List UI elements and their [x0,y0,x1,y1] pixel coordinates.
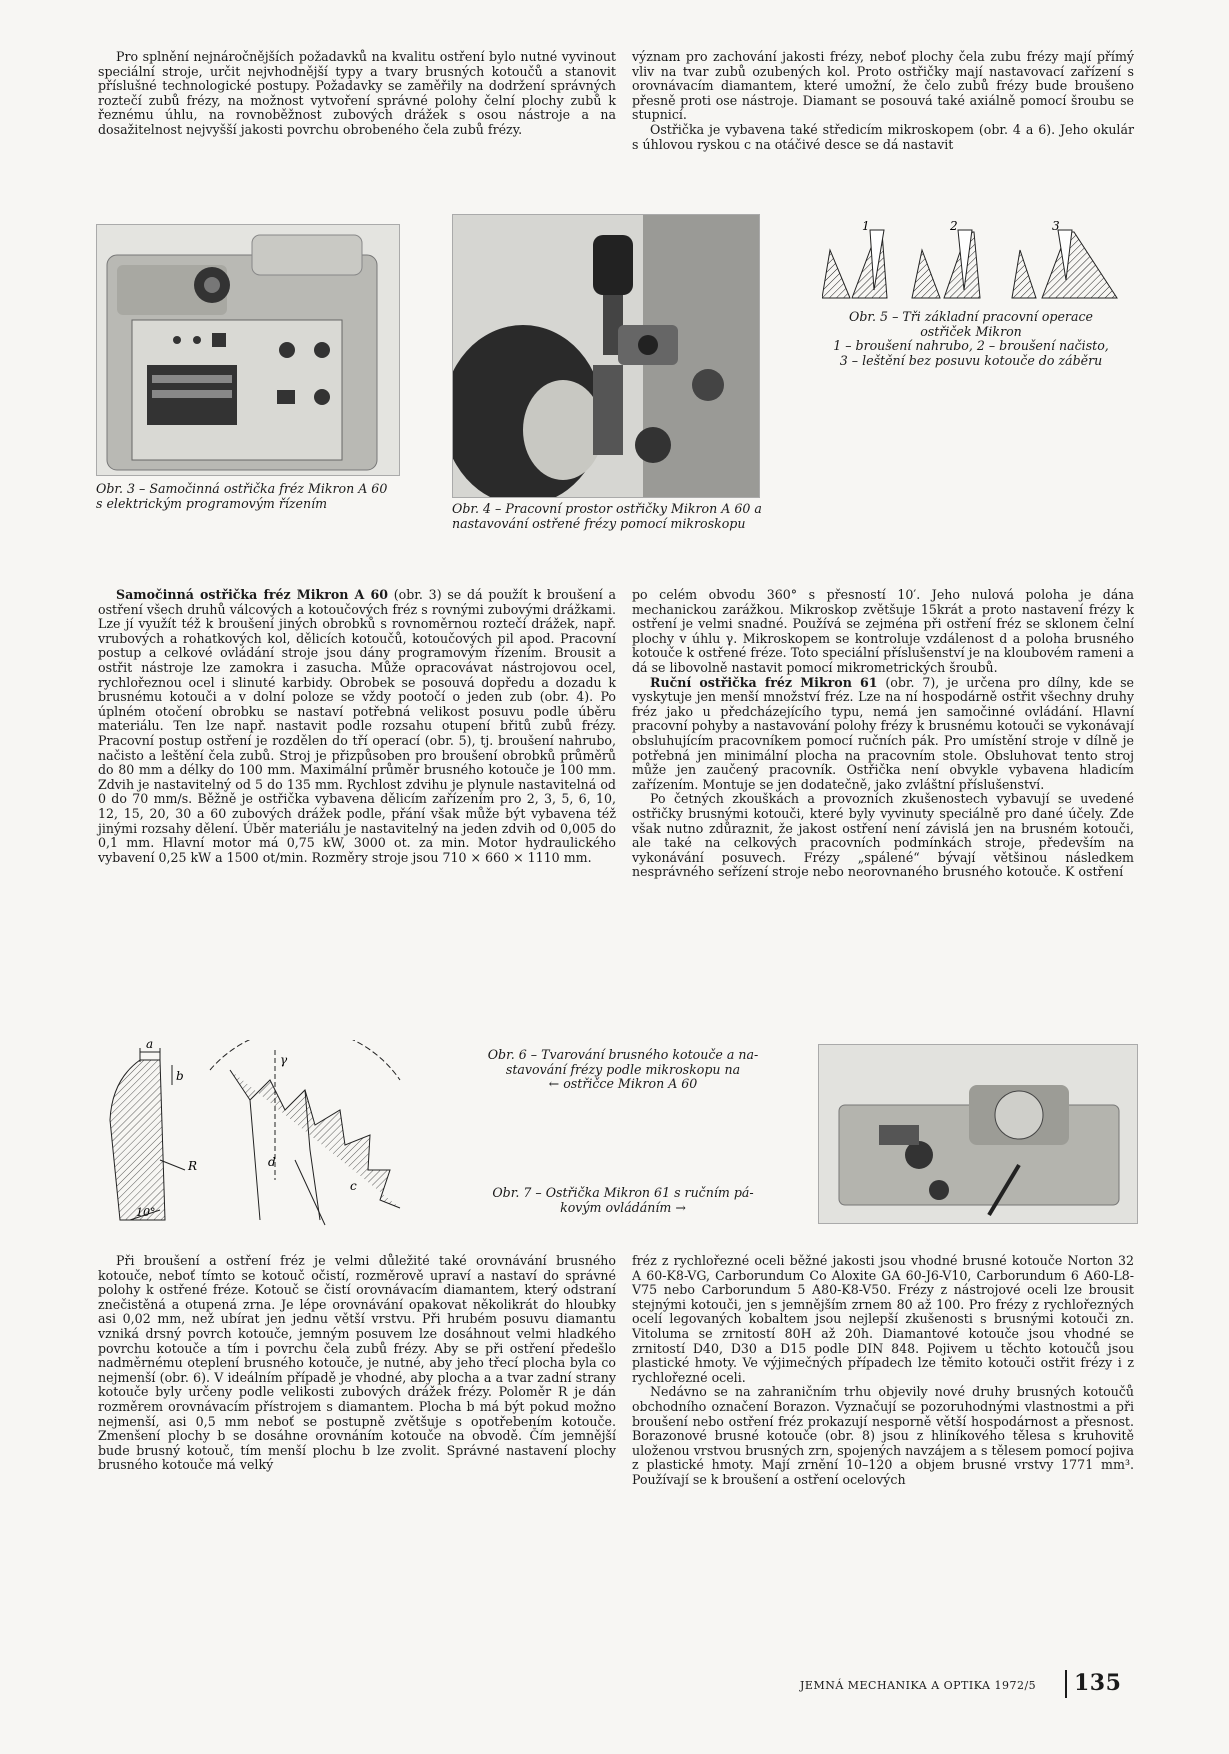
mid-right-p2-body: (obr. 7), je určena pro dílny, kde se vyskytuje jen menší množství fréz. Lze na ní hospodárně ostřit všechny druhy fréz jako u předcházejícího typu, nemá jen samočinné ovládání. Hlavní pracovní pohyby a nastavování polohy frézy k brusnému kotouči se vykonávají obsluhujícím pracovníkem pomocí ručních pák. Pro umístění stroje v dílně je potřebná jen minimální plocha na pracovním stole. Obsluhovat tento stroj může jen zaučený pracovník. Ostřička není obvykle vybavena hladicím zařízením. Montuje se jen dodatečně, jako zvláštní příslušenství. [632,674,1134,792]
fig6-label-gamma: γ [280,1053,288,1067]
bottom-right-p1: fréz z rychlořezné oceli běžné jakosti jsou vhodné brusné kotouče Norton 32 A 60-K8-VG, Carborundum Co Aloxite GA 60-J6-V10, Carborundum 6 A60-L8-V75 nebo Carborundum 5 A80-K8-V50. Frézy z nástrojové oceli lze brousit stejnými kotouči, jen s jemnějším zrnem 80 až 100. Pro frézy z rychlořezných ocelí legovaných kobaltem jsou nejlepší zkušenosti s brusnými kotouči zn. Vitoluma se zrnitostí 80H až 20h. Diamantové kotouče jsou vhodné se zrnitostí D40, D30 a D15 podle DIN 848. Pojivem u těchto kotoučů jsou plastické hmoty. Ve výjimečných případech lze těmito kotouči ostřit frézy i z rychlořezné oceli. [632,1253,1134,1385]
fig6-label-d: d [268,1155,276,1169]
fig3-photo [96,224,400,476]
fig5-op2 [912,230,980,298]
fig6-diagram [100,1040,440,1230]
fig5-label-3: 3 [1052,220,1060,233]
fig7-photo [818,1044,1138,1224]
footer-separator [1065,1670,1067,1698]
fig5-diagram [822,220,1122,302]
mid-right-paragraphs [632,588,1134,880]
fig5-label-2: 2 [950,220,958,233]
fig3-caption: Obr. 3 – Samočinná ostřička fréz Mikron A 60 s elektrickým programovým řízením [96,481,388,511]
bottom-right-p2: Nedávno se na zahraničním trhu objevily nové druhy brusných kotoučů obchodního označení Borazon. Vyznačují se pozoruhodnými vlastnostmi a při broušení nebo ostření fréz prokazují nesporně větší hospodárnost a přesnost. Borazonové brusné kotouče (obr. 8) jsou z hliníkového tělesa s kruhovitě uloženou vrstvou brusných zrn, spojených navzájem a s tělesem pomocí pojiva z plastické hmoty. Mají zrnění 10–120 a objem brusné vrstvy 1771 mm³. Používají se k broušení a ostření ocelových [632,1384,1134,1487]
mid-left-paragraph [98,588,616,865]
fig6-caption: Obr. 6 – Tvarování brusného kotouče a na- stavování frézy podle mikroskopu na ← ostřičce Mikron A 60 [487,1047,759,1092]
fig4-caption: Obr. 4 – Pracovní prostor ostřičky Mikron A 60 a nastavování ostřené frézy pomocí mikroskopu [452,501,762,531]
fig5-caption: Obr. 5 – Tři základní pracovní operace ostřiček Mikron 1 – broušení nahrubo, 2 – broušení načisto, 3 – leštění bez posuvu kotouče do záběru [833,309,1109,368]
fig5-label-1: 1 [862,220,870,233]
mid-right-p2-lead: Ruční ostřička fréz Mikron 61 [650,674,878,690]
bottom-left-paragraph: Při broušení a ostření fréz je velmi důležité také orovnávání brusného kotouče, neboť tímto se kotouč očistí, rozměrově upraví a nastaví do správné polohy k ostřené fréze. Kotouč se čistí orovnávacím diamantem, který odstraní znečistěná a otupená zrna. Je lépe orovnávání opakovat několikrát do hloubky asi 0,02 mm, než ubírat jen jednu větší vrstvu. Při hrubém posuvu diamantu vzniká drsný povrch kotouče, jemným posuvem lze dosáhnout velmi hladkého povrchu kotouče a tím i povrchu čela zubů frézy. Aby se při ostření předešlo nadměrnému oteplení brusného kotouče, je nutné, aby jeho třecí plocha byla co nejmenší (obr. 6). V ideálním případě je vhodné, aby plocha a a tvar zadní strany kotouče byly určeny podle velikosti zubových drážek frézy. Poloměr R je dán rozměrem orovnávacím přístrojem s diamantem. Plocha b má být pokud možno nejmenší, asi 0,5 mm neboť se postupně zvětšuje s opotřebením kotouče. Zmenšení plochy b se dosáhne orovnáním kotouče na obvodě. Čím jemnější bude brusný kotouč, tím menší plochu b lze zvolit. Správné nastavení plochy brusného kotouče má velký [98,1253,616,1473]
top-right-paragraphs [632,50,1134,152]
mid-right-p1: po celém obvodu 360° s přesností 10′. Jeho nulová poloha je dána mechanickou zarážkou. Mikroskop zvětšuje 15krát a proto nastavení frézy k ostření je velmi snadné. Používá se zejména při ostření fréz se sklonem čelní plochy v úhlu γ. Mikroskopem se kontroluje vzdálenost d a poloha brusného kotouče k ostřené fréze. Toto speciální příslušenství je na kloubovém rameni a dá se libovolně nastavit pomocí mikrometrických šroubů. [632,587,1134,675]
journal-name: JEMNÁ MECHANIKA A OPTIKA 1972/5 [800,1679,1037,1692]
fig6-label-angle: 10° [136,1206,156,1219]
mid-right-p3: Po četných zkouškách a provozních zkušenostech vybavují se uvedené ostřičky brusnými kotouči, které byly vyvinuty speciálně pro dané účely. Zde však nutno zdůraznit, že jakost ostření není závislá jen na brusném kotouči, ale také na celkových pracovních podmínkách stroje, především na vykonávání posuvech. Frézy „spálené“ bývají většinou následkem nesprávného seřízení stroje nebo neorovnaného brusného kotouče. K ostření [632,791,1134,880]
fig4-photo [452,214,760,498]
top-left-paragraph: Pro splnění nejnáročnějších požadavků na kvalitu ostření bylo nutné vyvinout speciální stroje, určit nejvhodnější typy a tvary brusných kotoučů a stanovit příslušné technologické postupy. Požadavky se zaměřily na dodržení správných roztečí zubů frézy, na možnost vytvoření správné polohy čelní plochy zubů k řeznému úhlu, na rovnoběžnost zubových drážek s osou nástroje a na dosažitelnost nejvyšší jakosti povrchu obrobeného čela zubů frézy. [98,49,616,137]
fig5-op3 [1012,230,1117,298]
fig6-label-a: a [146,1040,154,1051]
fig5-op1 [822,230,887,298]
fig6-label-c: c [350,1179,357,1193]
page-footer [800,1670,1160,1700]
fig6-label-R: R [188,1159,198,1173]
top-right-p1: význam pro zachování jakosti frézy, neboť plochy čela zubu frézy mají přímý vliv na tvar zubů ozubených kol. Proto ostřičky mají nastavovací zařízení s orovnávacím diamantem, které umožní, že čelo zubů frézy bude broušeno přesně proti ose nástroje. Diamant se posouvá také axiálně pomocí šroubu se stupnicí. [632,49,1134,123]
fig6-label-b: b [176,1069,184,1083]
mid-left-body: (obr. 3) se dá použít k broušení a ostření všech druhů válcových a kotoučových fréz s rovnými zubovými drážkami. Lze jí využít též k broušení jiných obrobků s rovnoměrnou roztečí drážek, např. vrubových a rohatkových kol, dělicích kotoučů, kotoučových pil apod. Pracovní postup a celkové ovládání stroje jsou dány programovým řízením. Brousit a ostřit nástroje lze zamokra i zasucha. Může opracovávat nástrojovou ocel, rychlořeznou ocel i slinuté karbidy. Obrobek se posouvá dopředu a dozadu k brusnému kotouči a v dolní poloze se vždy pootočí o jeden zub (obr. 4). Po úplném otočení obrobku se nastaví potřebná velikost posuvu podle úběru materiálu. Ten lze např. nastavit podle rozsahu otupení břitů zubů frézy. Pracovní postup ostření je rozdělen do tří operací (obr. 5), tj. broušení nahrubo, načisto a leštění čela zubů. Stroj je přizpůsoben pro broušení obrobků průměrů do 80 mm a délky do 100 mm. Maximální průměr brusného kotouče je 100 mm. Zdvih je nastavitelný od 5 do 135 mm. Rychlost zdvihu je plynule nastavitelná od 0 do 70 mm/s. Běžně je ostřička vybavena dělicím zařízením pro 2, 3, 5, 6, 10, 12, 15, 20, 30 a 60 zubových drážek podle, přání však může být vybavena též jinými rozsahy dělení. Úběr materiálu je nastavitelný na jeden zdvih od 0,005 do 0,1 mm. Hlavní motor má 0,75 kW, 3000 ot. za min. Motor hydraulického vybavení 0,25 kW a 1500 ot/min. Rozměry stroje jsou 710 × 660 × 1110 mm. [98,587,617,865]
page-number: 135 [1074,1670,1122,1696]
top-right-p2: Ostřička je vybavena také středicím mikroskopem (obr. 4 a 6). Jeho okulár s úhlovou ryskou c na otáčivé desce se dá nastavit [632,121,1134,152]
fig7-caption: Obr. 7 – Ostřička Mikron 61 s ručním pá- kovým ovládáním → [492,1185,754,1215]
bottom-right-paragraphs [632,1254,1134,1488]
mid-left-lead: Samočinná ostřička fréz Mikron A 60 [116,587,388,602]
